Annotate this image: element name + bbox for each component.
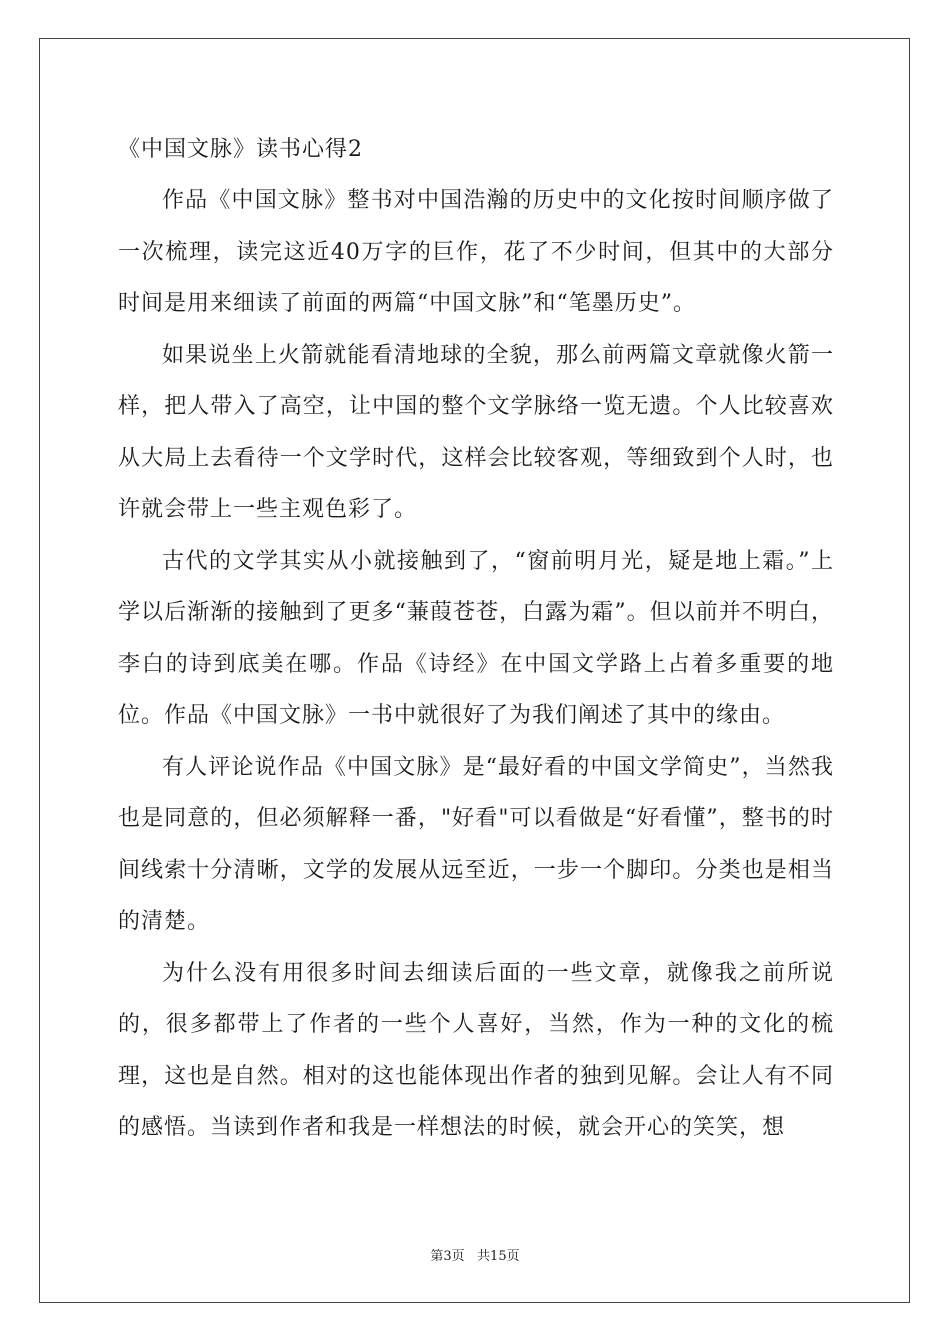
page-number-footer: 第3页 共15页: [430, 1249, 520, 1264]
paragraph-1: 作品《中国文脉》整书对中国浩瀚的历史中的文化按时间顺序做了一次梳理，读完这近40万字的巨作，花了不少时间，但其中的大部分时间是用来细读了前面的两篇“中国文脉”和“笔墨历史”。: [118, 188, 834, 316]
paragraph-2: 如果说坐上火箭就能看清地球的全貌，那么前两篇文章就像火箭一样，把人带入了高空，让中国的整个文学脉络一览无遗。个人比较喜欢从大局上去看待一个文学时代，这样会比较客观，等细致到个人时，也许就会带上一些主观色彩了。: [118, 342, 834, 522]
paragraph-4: 有人评论说作品《中国文脉》是“最好看的中国文学简史”，当然我也是同意的，但必须解释一番，"好看"可以看做是“好看懂”，整书的时间线索十分清晰，文学的发展从远至近，一步一个脚印。分类也是相当的清楚。: [118, 754, 834, 934]
paragraph-5: 为什么没有用很多时间去细读后面的一些文章，就像我之前所说的，很多都带上了作者的一些个人喜好，当然，作为一种的文化的梳理，这也是自然。相对的这也能体现出作者的独到见解。会让人有不同的感悟。当读到作者和我是一样想法的时候，就会开心的笑笑，想: [118, 960, 834, 1140]
paragraph-3: 古代的文学其实从小就接触到了，“窗前明月光，疑是地上霜。”上学以后渐渐的接触到了更多“蒹葭苍苍，白露为霜”。但以前并不明白，李白的诗到底美在哪。作品《诗经》在中国文学路上占着多重要的地位。作品《中国文脉》一书中就很好了为我们阐述了其中的缘由。: [118, 548, 834, 728]
document-title: 《中国文脉》读书心得2: [118, 137, 363, 162]
document-body: [118, 124, 834, 1154]
